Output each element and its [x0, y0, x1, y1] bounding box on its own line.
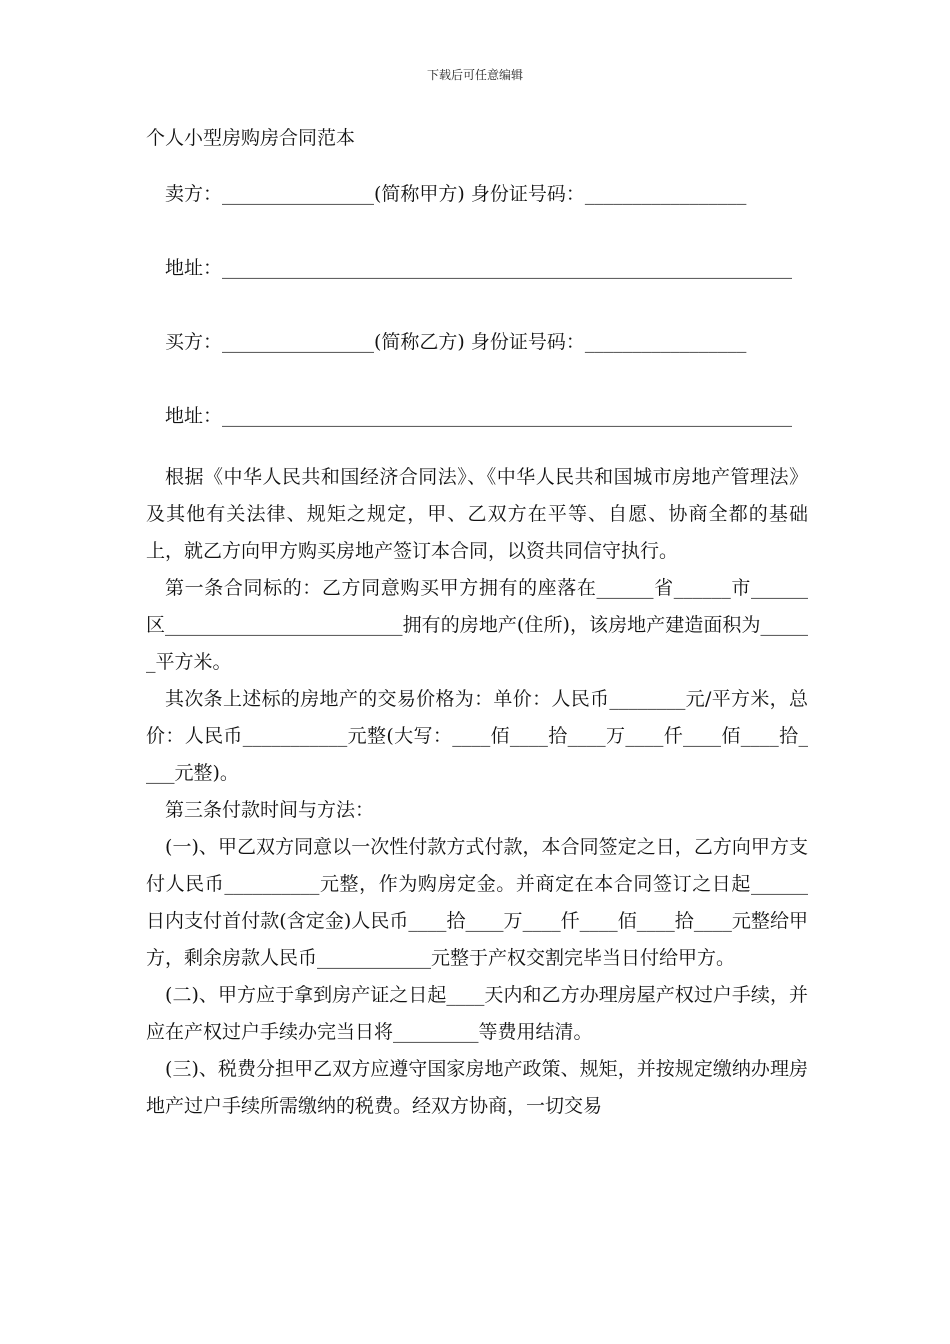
page-header: 下载后可任意编辑 — [426, 68, 523, 82]
contract-document — [146, 120, 808, 1125]
document-title: 个人小型房购房合同范本 — [146, 127, 356, 149]
buyer-line: 买方：________________(简称乙方) 身份证号码：_________________ — [165, 331, 747, 353]
article-3-clause-1: (一)、甲乙双方同意以一次性付款方式付款，本合同签定之日，乙方向甲方支付人民币__________元整，作为购房定金。并商定在本合同签订之日起______日内支付首付款(含定金)人民币____拾____万____仟____佰____拾____元整给甲方，剩余房款人民币____________元整于产权交割完毕当日付给甲方。 — [146, 836, 808, 969]
article-3-clause-2: (二)、甲方应于拿到房产证之日起____天内和乙方办理房屋产权过户手续，并应在产权过户手续办完当日将_________等费用结清。 — [146, 984, 808, 1043]
article-2-paragraph: 其次条上述标的房地产的交易价格为：单价：人民币________元/平方米，总价：人民币___________元整(大写：____佰____拾____万____仟____佰____拾____元整)。 — [146, 688, 808, 784]
article-3-heading: 第三条付款时间与方法： — [165, 799, 375, 821]
seller-line: 卖方：________________(简称甲方) 身份证号码：_________________ — [165, 183, 747, 205]
buyer-address-line: 地址：____________________________________________________________ — [165, 405, 793, 427]
article-1-paragraph: 第一条合同标的：乙方同意购买甲方拥有的座落在______省______市______区_________________________拥有的房地产(住所)，该房地产建造面积为______平方米。 — [146, 577, 808, 673]
preamble-paragraph: 根据《中华人民共和国经济合同法》、《中华人民共和国城市房地产管理法》及其他有关法律、规矩之规定，甲、乙双方在平等、自愿、协商全都的基础上，就乙方向甲方购买房地产签订本合同，以资共同信守执行。 — [146, 466, 808, 562]
seller-address-line: 地址：____________________________________________________________ — [165, 257, 793, 279]
article-3-clause-3: (三)、税费分担甲乙双方应遵守国家房地产政策、规矩，并按规定缴纳办理房地产过户手续所需缴纳的税费。经双方协商，一切交易 — [146, 1058, 808, 1117]
